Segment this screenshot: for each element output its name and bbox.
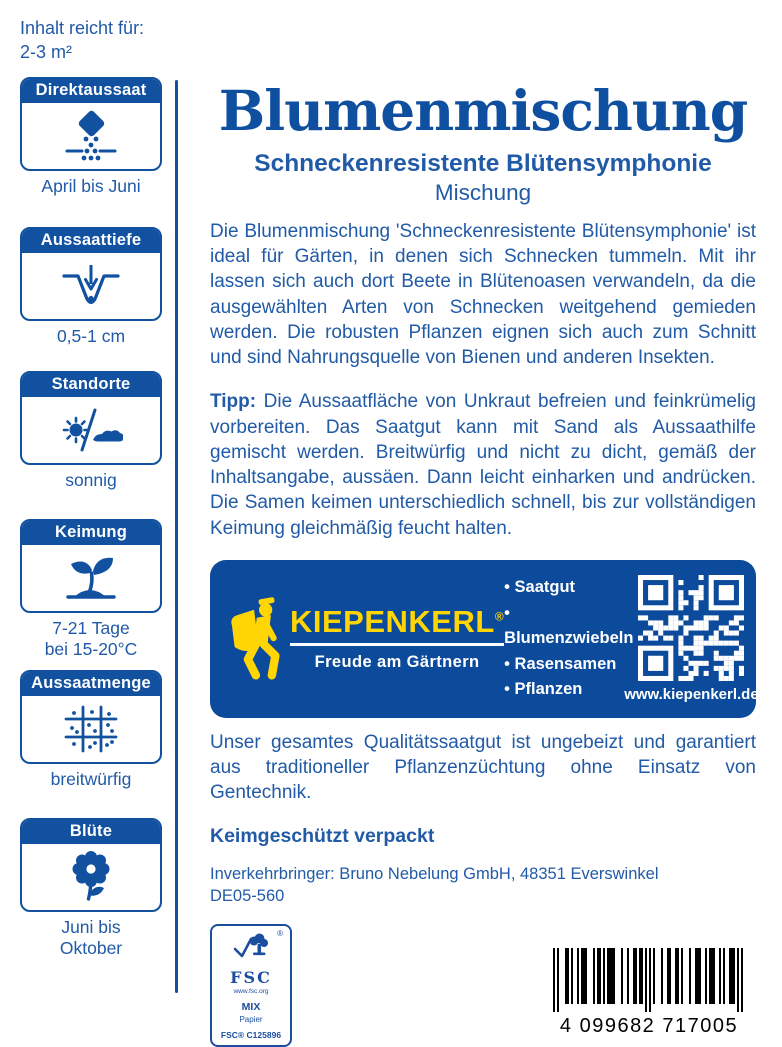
coverage-label: Inhalt reicht für: — [20, 18, 145, 38]
info-card — [20, 371, 162, 465]
sidebar-item-aussaattiefe — [20, 227, 162, 347]
brand-underline — [290, 643, 504, 646]
sidebar-item-keimung — [20, 519, 162, 660]
sidebar-item-aussaatmenge — [20, 670, 162, 790]
sow-depth-icon — [59, 261, 123, 311]
main-content — [210, 0, 759, 1047]
direct-sow-icon — [59, 110, 123, 162]
fsc-website: www.fsc.org — [233, 988, 269, 996]
info-card — [20, 818, 162, 912]
page-title: Blumenmischung — [218, 78, 748, 143]
registered-mark: ® — [494, 609, 505, 624]
sidebar-item-standorte — [20, 371, 162, 491]
list-item: • Rasensamen — [504, 652, 633, 678]
product-category-list — [504, 575, 633, 703]
card-caption: breitwürfig — [50, 768, 132, 789]
kiepenkerl-logo — [224, 590, 504, 688]
card-caption: April bis Juni — [41, 175, 141, 196]
card-caption: 7-21 Tage — [52, 617, 130, 638]
kiepenkerl-man-icon — [224, 590, 286, 688]
brand-name: KIEPENKERL® — [290, 604, 505, 640]
tip-text: Die Aussaatfläche von Unkraut befreien und feinkrümelig vorbereiten. Das Saatgut kann mit Sand als Aussaathilfe gemischt werden. Breitwürfig und nicht zu dicht, gemäß der Inhaltsangabe, aussäen. Dann leicht einharken und andrücken. Die Samen keimen unterschiedlich schnell, bis zur vollständigen Keimung gleichmäßig feucht halten. — [210, 391, 756, 539]
card-caption: 0,5-1 cm — [56, 325, 126, 346]
sow-rate-icon — [59, 703, 123, 755]
site-icon — [59, 405, 123, 455]
packaging-note: Keimgeschützt verpackt — [210, 824, 435, 847]
barcode-digits: 4 099682 717005 — [559, 1015, 739, 1038]
barcode-block — [542, 948, 756, 1038]
distributor-info — [210, 863, 756, 908]
info-sidebar — [20, 16, 162, 987]
variety-subtitle: Schneckenresistente Blütensymphonie — [254, 149, 712, 177]
sidebar-item-direktaussaat — [20, 77, 162, 197]
info-card — [20, 519, 162, 613]
germination-icon — [59, 552, 123, 604]
fsc-material: Papier — [239, 1015, 263, 1025]
card-caption: Juni bis — [61, 916, 121, 937]
list-item: • Saatgut — [504, 575, 633, 601]
list-item: • Blumenzwiebeln — [504, 601, 633, 652]
distributor-line: Inverkehrbringer: Bruno Nebelung GmbH, 48351 Everswinkel — [210, 864, 659, 883]
description-paragraph: Die Blumenmischung 'Schneckenresistente Blütensymphonie' ist ideal für Gärten, in denen sich Schnecken tummeln. Mit ihr lassen sich auch dort Beete in Blütenoasen verwandeln, da die ausgewählten Arten von Schnecken weitgehend gemieden werden. Die robusten Pflanzen eignen sich auch zum Schnitt und sind Nahrungsquelle von Bienen und anderen Insekten. — [210, 220, 756, 369]
card-caption-line2: Oktober — [59, 937, 123, 958]
bloom-icon — [59, 850, 123, 904]
card-title: Aussaattiefe — [22, 229, 160, 253]
card-title: Aussaatmenge — [22, 672, 160, 696]
fsc-tree-icon — [230, 932, 272, 962]
tip-label: Tipp: — [210, 391, 257, 413]
brand-wordmark — [290, 606, 504, 672]
qr-code — [638, 575, 744, 681]
list-item: • Pflanzen — [504, 677, 633, 703]
fsc-name: FSC — [230, 968, 272, 988]
brand-banner — [210, 560, 759, 718]
distributor-code: DE05-560 — [210, 887, 285, 905]
quality-statement: Unser gesamtes Qualitätssaatgut ist ungebeizt und garantiert aus traditioneller Pflanzenzüchtung ohne Einsatz von Gentechnik. — [210, 731, 756, 804]
card-title: Blüte — [22, 820, 160, 844]
tip-paragraph — [210, 389, 756, 541]
certification-row — [210, 924, 756, 1047]
info-card — [20, 227, 162, 321]
info-card — [20, 670, 162, 764]
fsc-license: FSC® C125896 — [220, 1030, 282, 1041]
mixture-label: Mischung — [434, 179, 532, 205]
card-caption: sonnig — [65, 469, 117, 490]
fsc-label — [210, 924, 292, 1047]
info-card — [20, 77, 162, 171]
card-title: Standorte — [22, 373, 160, 397]
card-title: Keimung — [22, 521, 160, 545]
fsc-grade: MIX — [241, 1001, 261, 1014]
content-coverage — [20, 16, 162, 65]
ean-barcode — [547, 948, 751, 1014]
vertical-divider — [175, 80, 178, 993]
card-title: Direktaussaat — [22, 79, 160, 103]
coverage-value: 2-3 m² — [20, 42, 73, 63]
card-caption-line2: bei 15-20°C — [44, 638, 138, 659]
website-url: www.kiepenkerl.de — [624, 685, 759, 703]
fsc-registered-mark: ® — [277, 929, 283, 939]
qr-block — [624, 575, 759, 703]
sidebar-item-bluete — [20, 818, 162, 959]
brand-tagline: Freude am Gärtnern — [314, 652, 480, 671]
